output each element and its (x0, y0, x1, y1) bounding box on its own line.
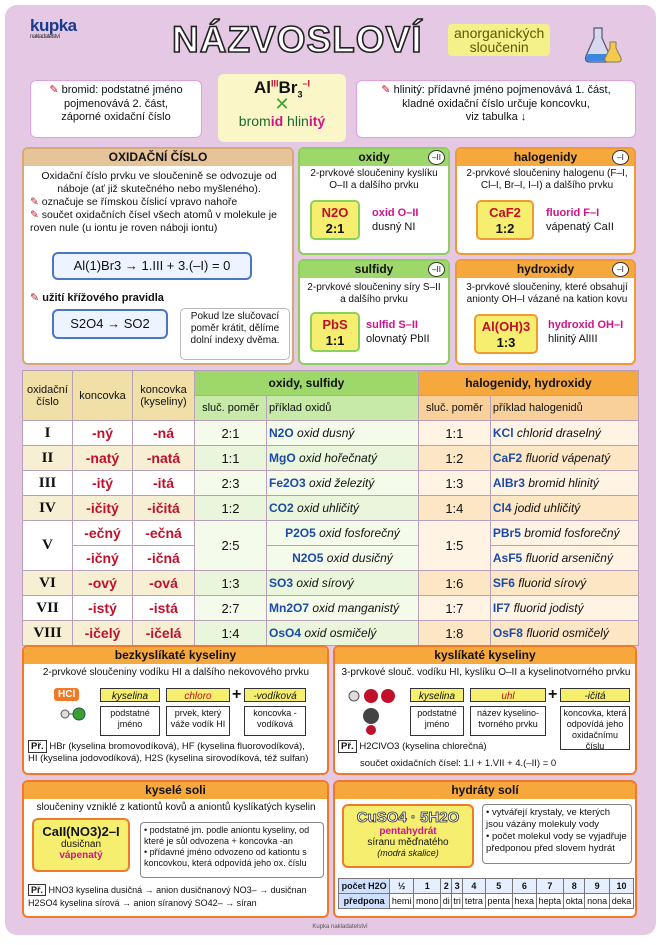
table-cell: -itá (133, 471, 195, 496)
table-row (23, 596, 639, 621)
page-subtitle: anorganických sloučenin (448, 24, 550, 56)
th-kon: koncovka (73, 371, 133, 421)
hyd-h2: předpona (339, 894, 390, 909)
formula: Fe2O3 (269, 476, 306, 490)
hydroxidy-title: hydroxidy (457, 261, 634, 278)
table-cell: -ičelá (133, 621, 195, 646)
hyd-prefix: hemi (390, 894, 414, 909)
table-cell: -ičitý (73, 496, 133, 521)
table-cell: -ový (73, 571, 133, 596)
bezkys-w2: chloro (166, 688, 230, 702)
table-cell: 2:5 (195, 521, 267, 571)
example-name: oxid uhličitý (297, 501, 360, 515)
bezkys-examples: Př. HBr (kyselina bromovodíková), HF (kyselina fluorovodíková), HI (kyselina jodovodíková), H2S (kyselina sirovodíková, též sulfan) (28, 741, 309, 764)
hydroxidy-formula: Al(OH)3 1:3 (474, 314, 538, 354)
kyskys-sum: součet oxidačních čísel: 1.I + 1.VII + 4.(–II) = 0 (360, 758, 557, 769)
table-cell (267, 496, 419, 521)
table-cell (490, 571, 638, 596)
kyskys-w2: uhl (470, 688, 546, 702)
hyd-prefix: deka (609, 894, 633, 909)
table-cell: II (23, 446, 73, 471)
publisher-logo: kupka nakladatelství (30, 16, 77, 40)
example-name: jodid uhličitý (514, 501, 581, 515)
th-sluc2: sluč. poměr (418, 396, 490, 421)
plus-icon-2: + (548, 686, 558, 703)
flask-icon (580, 22, 626, 68)
example-name: oxid sírový (296, 576, 354, 590)
table-cell: -istá (133, 596, 195, 621)
hyd-count: 4 (463, 879, 485, 894)
oxidy-desc: 2-prvkové sloučeniny kyslíku O–II a dalšího prvku (310, 168, 438, 191)
kyskys-w1: kyselina (410, 688, 464, 702)
table-cell (267, 446, 419, 471)
hyd-prefix: okta (564, 894, 585, 909)
bezkys-d3: koncovka -vodíková (244, 706, 306, 736)
hyd-prefix: hepta (536, 894, 563, 909)
table-cell (267, 421, 419, 446)
hyd-count: 1 (414, 879, 441, 894)
oxidy-charge: –II (428, 150, 445, 165)
kyssoli-title: kyselé soli (24, 782, 327, 799)
example-name: fluorid arseničný (525, 551, 613, 565)
example-name: fluorid sírový (518, 576, 587, 590)
hyd-prefix: penta (485, 894, 512, 909)
bezkys-w1: kyselina (100, 688, 160, 702)
example-name: bromid hlinitý (528, 476, 599, 490)
kyssoli-bullets: • podstatné jm. podle aniontu kyseliny, od které je sůl odvozena + koncovka -an • přídavné jméno odvozeno od kationtu s koncovkou, která odpovídá jeho ox. číslu (140, 822, 324, 878)
bezkys-w3: -vodíková (244, 688, 306, 702)
hyd-prefix: di (441, 894, 452, 909)
example-name: oxid hořečnatý (299, 451, 378, 465)
sulfidy-names: sulfid S–II olovnatý PbII (366, 319, 430, 345)
hyd-count: 2 (441, 879, 452, 894)
example-name: fluorid jodistý (513, 601, 584, 615)
kyskys-desc: 3-prvkové slouč. vodíku HI, kyslíku O–II a kyselinotvorného prvku (341, 667, 631, 678)
example-name: oxid fosforečný (319, 526, 400, 540)
hyd-count: 7 (536, 879, 563, 894)
table-cell: 1:2 (195, 496, 267, 521)
ox-equation-2: S2O4 → SO2 (52, 309, 168, 339)
formula: PBr5 (492, 526, 521, 540)
hyd-prefix: tri (452, 894, 463, 909)
formula: MgO (269, 451, 296, 465)
table-cell: 2:3 (195, 471, 267, 496)
table-cell: 1:8 (418, 621, 490, 646)
hydraty-formula: CuSO4 · 5H2O pentahydrát síranu měďnatého (modrá skalice) (342, 804, 474, 868)
table-cell: -ečný (73, 521, 133, 546)
hydraty-title: hydráty solí (335, 782, 635, 799)
hydrate-prefix-table (338, 878, 634, 909)
table-row (23, 571, 639, 596)
sulfidy-formula: PbS 1:1 (310, 312, 360, 352)
formula: N2O5 (292, 551, 324, 565)
kyssoli-examples: Př. HNO3 kyselina dusičná → anion dusičnanový NO3– → dusičnan H2SO4 kyselina sírová → anion síranový SO42– → síran (28, 885, 307, 908)
table-cell: -istý (73, 596, 133, 621)
hyd-h1: počet H2O (339, 879, 390, 894)
halogenidy-formula: CaF2 1:2 (476, 200, 534, 240)
table-cell: -ičný (73, 546, 133, 571)
formula: KCl (492, 426, 514, 440)
halogenidy-names: fluorid F–I vápenatý CaII (546, 207, 614, 233)
formula: OsO4 (269, 626, 302, 640)
th-kon2: koncovka (kyseliny) (133, 371, 195, 421)
hyd-count: 9 (585, 879, 610, 894)
ox-number-text: Oxidační číslo prvku ve sloučenině se odvozuje od náboje (ať již skutečného nebo myšleného). ✎ označuje se římskou číslicí vpravo nahoře ✎ součet oxidačních čísel všech atomů v molekule je roven nule (u iontu je roven náboji iontu) (30, 170, 277, 234)
formula: CaF2 (492, 451, 523, 465)
table-cell (267, 571, 419, 596)
table-cell: -ičitá (133, 496, 195, 521)
intro-left: ✎ bromid: podstatné jméno pojmenovává 2. část, záporné oxidační číslo (30, 80, 202, 138)
hyd-count: 3 (452, 879, 463, 894)
table-cell: 1:7 (418, 596, 490, 621)
table-cell (490, 546, 638, 571)
example-name: oxid dusičný (326, 551, 393, 565)
th-oxsul: oxidy, sulfidy (195, 371, 419, 396)
table-cell: -ečná (133, 521, 195, 546)
formula: Mn2O7 (269, 601, 310, 615)
kyssoli-desc: sloučeniny vzniklé z kationtů kovů a aniontů kyslíkatých kyselin (36, 802, 316, 813)
th-ox: oxidační číslo (23, 371, 73, 421)
table-cell: -natá (133, 446, 195, 471)
table-row (23, 446, 639, 471)
example-name: oxid osmičelý (304, 626, 377, 640)
bezkys-d2: prvek, který váže vodík HI (166, 706, 230, 736)
example-name: chlorid draselný (516, 426, 601, 440)
table-cell: VIII (23, 621, 73, 646)
th-halhyd: halogenidy, hydroxidy (418, 371, 638, 396)
oxidy-title: oxidy (300, 149, 448, 166)
table-row (23, 546, 639, 571)
table-cell: III (23, 471, 73, 496)
footer: Kupka nakladatelství (312, 924, 368, 930)
table-cell: -ný (73, 421, 133, 446)
hyd-prefix: hexa (512, 894, 536, 909)
table-cell: 1:4 (418, 496, 490, 521)
table-cell: 1:1 (418, 421, 490, 446)
hyd-count: 8 (564, 879, 585, 894)
table-cell (490, 421, 638, 446)
hyd-count: 6 (512, 879, 536, 894)
hydroxidy-desc: 3-prvkové sloučeniny, které obsahují anionty OH–I vázané na kation kovu (466, 282, 628, 305)
table-cell: -ičná (133, 546, 195, 571)
cross-rule-label: ✎ užití křížového pravidla (30, 292, 164, 304)
page-title: NÁZVOSLOVÍ (172, 19, 423, 60)
hyd-prefix: mono (414, 894, 441, 909)
table-cell: 1:1 (195, 446, 267, 471)
table-cell: VI (23, 571, 73, 596)
table-cell: 1:3 (195, 571, 267, 596)
ox-note: Pokud lze slučovací poměr krátit, dělíme dolní indexy dvěma. (180, 308, 290, 360)
hydroxidy-charge: –I (612, 262, 629, 277)
formula: OsF8 (492, 626, 523, 640)
kyskys-w3: -ičitá (560, 688, 630, 702)
formula: P2O5 (285, 526, 316, 540)
halogenidy-charge: –I (612, 150, 629, 165)
th-sluc: sluč. poměr (195, 396, 267, 421)
cross-arrow-icon: ✕ (274, 94, 290, 115)
kyskys-d3: koncovka, která odpovídá jeho oxidačnímu číslu (560, 706, 630, 750)
table-cell (490, 596, 638, 621)
hyd-count: ½ (390, 879, 414, 894)
table-cell: 1:6 (418, 571, 490, 596)
hyd-prefix: tetra (463, 894, 485, 909)
table-cell (267, 621, 419, 646)
hyd-prefix: nona (585, 894, 610, 909)
table-cell (267, 596, 419, 621)
table-cell: 2:7 (195, 596, 267, 621)
example-name: bromid fosforečný (524, 526, 620, 540)
table-cell: 1:4 (195, 621, 267, 646)
kyskys-d2: název kyselino-tvorného prvku (470, 706, 546, 736)
table-cell: V (23, 521, 73, 571)
ox-equation-1: Al(1)Br3 → 1.III + 3.(–I) = 0 (52, 252, 252, 280)
example-name: oxid železitý (309, 476, 375, 490)
hcl-label: HCl (54, 688, 79, 701)
table-cell: 2:1 (195, 421, 267, 446)
kyssoli-formula: CaII(NO3)2–I dusičnan vápenatý (32, 818, 130, 872)
table-row (23, 621, 639, 646)
table-cell: VII (23, 596, 73, 621)
bezkys-d1: podstatné jméno (100, 706, 160, 736)
formula: SO3 (269, 576, 294, 590)
th-prox: příklad oxidů (267, 396, 419, 421)
example-name: fluorid osmičelý (526, 626, 609, 640)
table-cell (490, 521, 638, 546)
acid-molecule-icon (344, 686, 398, 736)
table-row (23, 421, 639, 446)
table-cell: IV (23, 496, 73, 521)
formula: IF7 (492, 601, 511, 615)
table-cell (490, 446, 638, 471)
intro-right: ✎ hlinitý: přídavné jméno pojmenovává 1. část, kladné oxidační číslo určuje koncovku, viz tabulka ↓ (356, 80, 636, 138)
formula: SF6 (492, 576, 515, 590)
th-prhal: příklad halogenidů (490, 396, 638, 421)
sulfidy-charge: –II (428, 262, 445, 277)
table-cell (267, 546, 419, 571)
table-cell (267, 471, 419, 496)
table-cell: -itý (73, 471, 133, 496)
sulfidy-desc: 2-prvkové sloučeniny síry S–II a dalšího prvku (307, 282, 441, 305)
table-cell: I (23, 421, 73, 446)
table-cell: -ičelý (73, 621, 133, 646)
example-name: oxid manganistý (312, 601, 400, 615)
naming-table (22, 370, 639, 646)
table-cell (490, 471, 638, 496)
table-cell: -ová (133, 571, 195, 596)
hydroxidy-names: hydroxid OH–I hlinitý AlIII (548, 319, 624, 345)
example-name: fluorid vápenatý (525, 451, 611, 465)
ox-number-title: OXIDAČNÍ ČÍSLO (24, 149, 292, 166)
example-name: oxid dusný (297, 426, 355, 440)
formula: AlBr3 (492, 476, 525, 490)
bezkys-desc: 2-prvkové sloučeniny vodíku HI a dalšího nekovového prvku (42, 667, 310, 678)
table-cell: -ná (133, 421, 195, 446)
halogenidy-desc: 2-prvkové sloučeniny halogenu (F–I, Cl–I, Br–I, I–I) a dalšího prvku (466, 168, 628, 191)
formula: AsF5 (492, 551, 523, 565)
formula: N2O (269, 426, 294, 440)
table-cell (490, 621, 638, 646)
table-cell: -natý (73, 446, 133, 471)
halogenidy-title: halogenidy (457, 149, 634, 166)
formula: Cl4 (492, 501, 512, 515)
intro-formula: $Al^{III}Br_3^{-I}$ ✕ bromid hlinitý (218, 74, 346, 142)
hyd-count: 10 (609, 879, 633, 894)
kyskys-title: kyslíkaté kyseliny (335, 647, 635, 664)
formula: CO2 (269, 501, 294, 515)
bezkys-title: bezkyslíkaté kyseliny (24, 647, 327, 664)
table-cell: 1:2 (418, 446, 490, 471)
oxidy-formula: N2O 2:1 (310, 200, 360, 240)
hyd-count: 5 (485, 879, 512, 894)
kyskys-d1: podstatné jméno (410, 706, 464, 736)
hydraty-bullets: • vytvářejí krystaly, ve kterých jsou vázány molekuly vody • počet molekul vody se vyjadřuje předponou před slovem hydrát (482, 804, 632, 864)
sulfidy-title: sulfidy (300, 261, 448, 278)
table-row (23, 471, 639, 496)
table-row (23, 496, 639, 521)
oxidy-names: oxid O–II dusný NI (372, 207, 419, 233)
kyskys-example: Př. H2ClVO3 (kyselina chlorečná) (338, 741, 558, 752)
table-cell: 1:5 (418, 521, 490, 571)
table-cell (490, 496, 638, 521)
table-cell (267, 521, 419, 546)
table-cell: 1:3 (418, 471, 490, 496)
plus-icon: + (232, 686, 242, 703)
molecule-icon (58, 706, 86, 722)
table-row (23, 521, 639, 546)
